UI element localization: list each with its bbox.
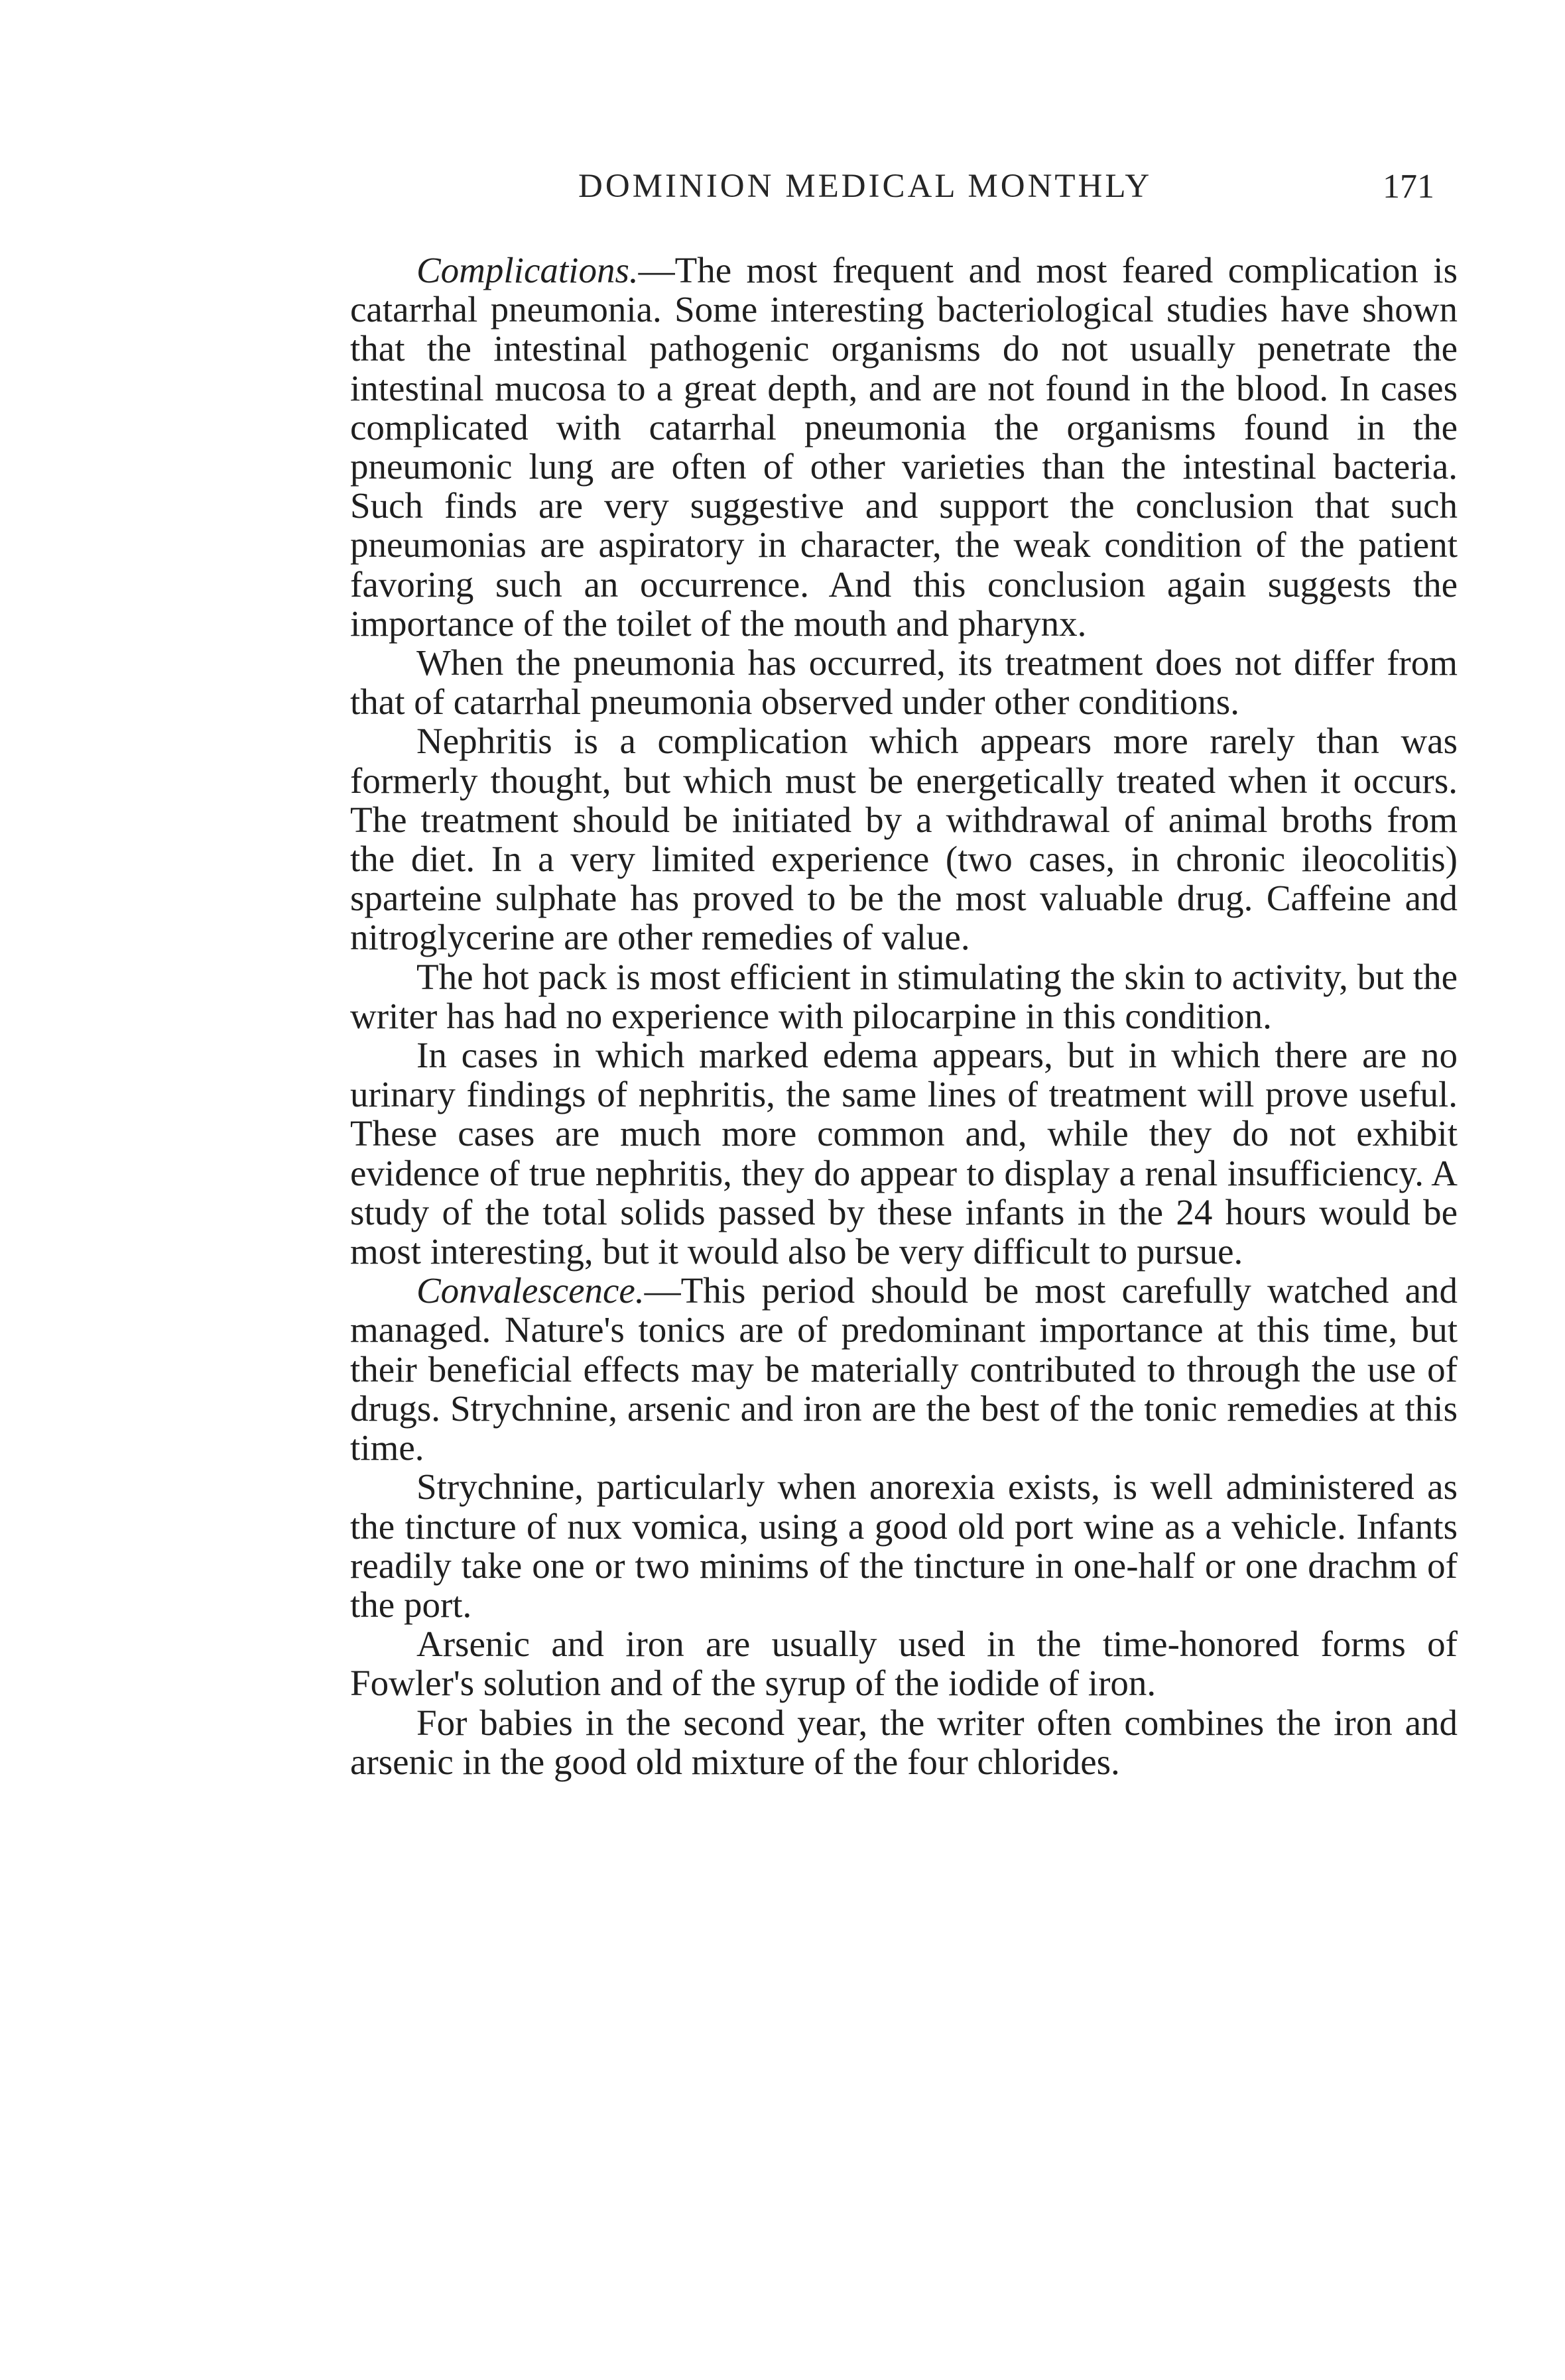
paragraph-text: The hot pack is most efficient in stimulating the skin to activity, but the writer has had no experience with pilocarpine in this condition. xyxy=(350,956,1458,1036)
section-heading-complications: Complications. xyxy=(416,250,639,290)
paragraph-text: When the pneumonia has occurred, its treatment does not differ from that of catarrhal pneumonia observed under other conditions. xyxy=(350,642,1458,723)
section-heading-convalescence: Convalescence. xyxy=(416,1270,645,1311)
paragraph-nephritis xyxy=(350,721,1458,957)
paragraph-text: Strychnine, particularly when anorexia exists, is well administered as the tincture of nux vomica, using a good old port wine as a vehicle. Infants readily take one or two minims of the tincture in one-half or one drachm of the port. xyxy=(350,1466,1458,1625)
paragraph-convalescence xyxy=(350,1271,1458,1467)
paragraph-hot-pack xyxy=(350,957,1458,1036)
paragraph-text: Nephritis is a complication which appears more rarely than was formerly thought, but which must be energetically treated when it occurs. The treatment should be initiated by a withdrawal of animal broths from the diet. In a very limited experience (two cases, in chronic ileocolitis) sparteine sulphate has proved to be the most valuable drug. Caffeine and nitroglycerine are other remedies of value. xyxy=(350,721,1458,958)
running-head xyxy=(0,167,1565,220)
paragraph-text: For babies in the second year, the writer often combines the iron and arsenic in the good old mixture of the four chlorides. xyxy=(350,1702,1458,1782)
journal-title: DOMINION MEDICAL MONTHLY xyxy=(578,168,1153,205)
paragraph-complications xyxy=(350,251,1458,643)
paragraph-text: —The most frequent and most feared complication is catarrhal pneumonia. Some interesting bacteriological studies have shown that the intestinal pathogenic organisms do not usually penetrate the intestinal mucosa to a great depth, and are not found in the blood. In cases complicated with catarrhal pneumonia the organisms found in the pneumonic lung are often of other varieties than the intestinal bacteria. Such finds are very suggestive and support the conclusion that such pneumonias are aspiratory in character, the weak condition of the patient favoring such an occurrence. And this conclusion again suggests the importance of the toilet of the mouth and pharynx. xyxy=(350,250,1458,644)
page-number: 171 xyxy=(1383,168,1434,206)
paragraph-pneumonia-treatment xyxy=(350,643,1458,721)
body-text xyxy=(350,251,1458,1781)
paragraph-edema xyxy=(350,1036,1458,1271)
paragraph-text: In cases in which marked edema appears, but in which there are no urinary findings of nephritis, the same lines of treatment will prove useful. These cases are much more common and, while they do not exhibit evidence of true nephritis, they do appear to display a renal insufficiency. A study of the total solids passed by these infants in the 24 hours would be most interesting, but it would also be very difficult to pursue. xyxy=(350,1035,1458,1272)
paragraph-arsenic-iron xyxy=(350,1624,1458,1702)
paragraph-strychnine xyxy=(350,1467,1458,1624)
paragraph-second-year xyxy=(350,1703,1458,1781)
paragraph-text: —This period should be most carefully watched and managed. Nature's tonics are of predominant importance at this time, but their beneficial effects may be materially contributed to through the use of drugs. Strychnine, arsenic and iron are the best of the tonic remedies at this time. xyxy=(350,1270,1458,1468)
paragraph-text: Arsenic and iron are usually used in the time-honored forms of Fowler's solution and of the syrup of the iodide of iron. xyxy=(350,1624,1458,1704)
